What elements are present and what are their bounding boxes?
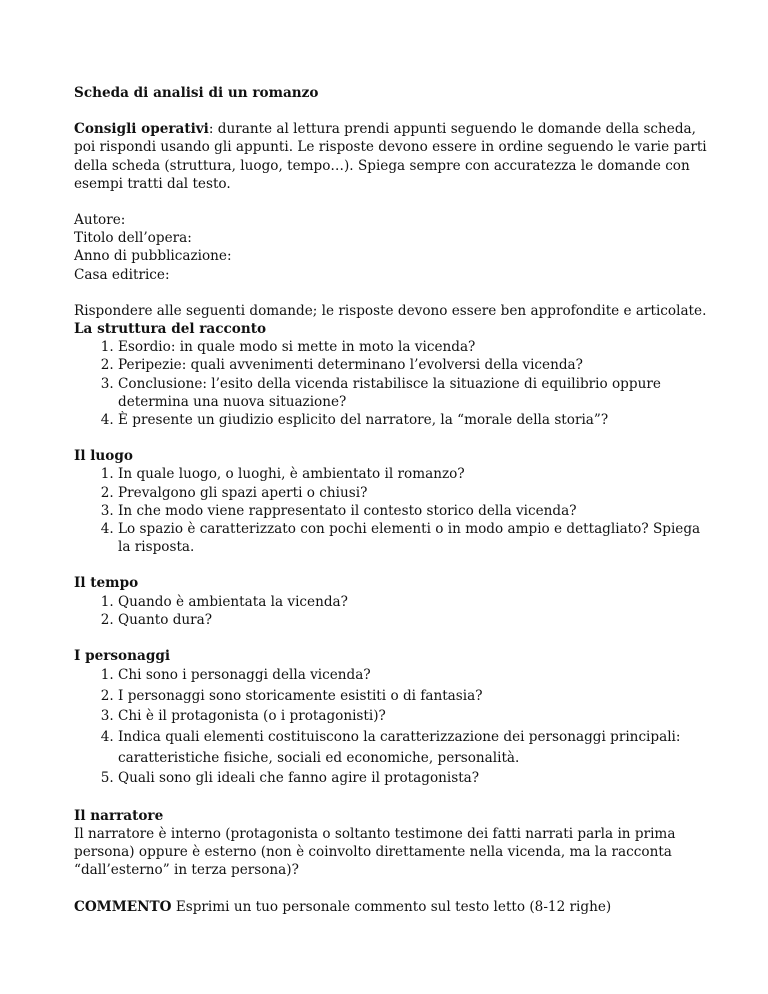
list-item: 1. Chi sono i personaggi della vicenda? <box>118 665 708 686</box>
list-item: 3. Conclusione: l’esito della vicenda ristabilisce la situazione di equilibrio oppure determina una nuova situazione? <box>118 375 708 411</box>
consigli-label: Consigli operativi <box>74 121 209 138</box>
narratore-text: Il narratore è interno (protagonista o soltanto testimone dei fatti narrati parla in prima persona) oppure è esterno (non è coinvolto direttamente nella vicenda, ma la racconta “dall’esterno” in terza persona)? <box>74 826 676 879</box>
list-item: 4. Lo spazio è caratterizzato con pochi elementi o in modo ampio e dettagliato? Spiega la risposta. <box>118 520 708 556</box>
section-personaggi <box>74 647 708 789</box>
section-struttura <box>74 302 708 429</box>
document-title: Scheda di analisi di un romanzo <box>74 85 319 101</box>
section-tempo <box>74 574 708 629</box>
list-tempo <box>74 593 708 629</box>
list-item: 2. Peripezie: quali avvenimenti determinano l’evolversi della vicenda? <box>118 356 708 374</box>
commento-text: Esprimi un tuo personale commento sul testo letto (8-12 righe) <box>171 898 612 915</box>
list-item: 2. Quanto dura? <box>118 611 708 629</box>
field-autore: Autore: <box>74 212 126 229</box>
list-item: 1. Quando è ambientata la vicenda? <box>118 593 708 611</box>
commento-label: COMMENTO <box>74 898 172 915</box>
list-item: 2. Prevalgono gli spazi aperti o chiusi? <box>118 484 708 502</box>
consigli-text: : durante al lettura prendi appunti seguendo le domande della scheda, poi rispondi usando gli appunti. Le risposte devono essere in ordine seguendo le varie parti della scheda (struttura, luogo, tempo…). Spiega sempre con accuratezza le domande con esempi tratti dal testo. <box>74 121 707 192</box>
field-casa-editrice: Casa editrice: <box>74 266 170 283</box>
info-fields <box>74 211 708 284</box>
heading-personaggi: I personaggi <box>74 648 170 665</box>
list-struttura <box>74 338 708 429</box>
section-narratore <box>74 807 708 880</box>
commento-paragraph <box>74 898 708 916</box>
consigli-paragraph <box>74 120 708 193</box>
list-item: 1. In quale luogo, o luoghi, è ambientato il romanzo? <box>118 465 708 483</box>
field-anno: Anno di pubblicazione: <box>74 248 232 265</box>
list-item: 4. È presente un giudizio esplicito del narratore, la “morale della storia”? <box>118 411 708 429</box>
list-luogo <box>74 465 708 556</box>
section-luogo <box>74 447 708 556</box>
list-item: 3. In che modo viene rappresentato il contesto storico della vicenda? <box>118 502 708 520</box>
list-item: 4. Indica quali elementi costituiscono la caratterizzazione dei personaggi principali: caratteristiche fisiche, sociali ed economiche, personalità. <box>118 727 708 768</box>
field-titolo: Titolo dell’opera: <box>74 230 192 247</box>
intro-line: Rispondere alle seguenti domande; le risposte devono essere ben approfondite e articolate. <box>74 302 707 319</box>
heading-struttura: La struttura del racconto <box>74 321 267 338</box>
list-item: 5. Quali sono gli ideali che fanno agire il protagonista? <box>118 768 708 789</box>
heading-narratore: Il narratore <box>74 807 164 824</box>
list-item: 3. Chi è il protagonista (o i protagonisti)? <box>118 706 708 727</box>
heading-tempo: Il tempo <box>74 575 139 592</box>
list-item: 2. I personaggi sono storicamente esistiti o di fantasia? <box>118 686 708 707</box>
list-item: 1. Esordio: in quale modo si mette in moto la vicenda? <box>118 338 708 356</box>
list-personaggi <box>74 665 708 789</box>
heading-luogo: Il luogo <box>74 448 133 465</box>
